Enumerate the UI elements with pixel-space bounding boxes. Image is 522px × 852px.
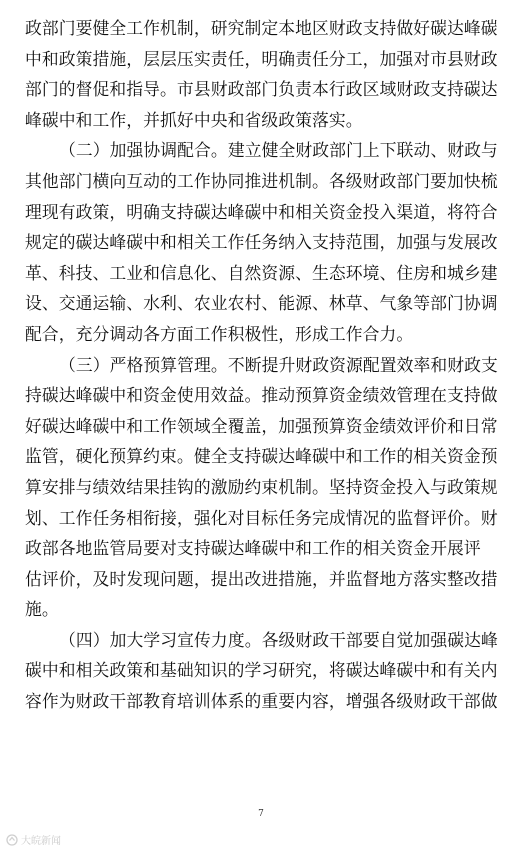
brand-logo-icon bbox=[6, 834, 18, 846]
text-line: 算安排与绩效结果挂钩的激励约束机制。坚持资金投入与政策规 bbox=[25, 476, 498, 497]
text-line: （二）加强协调配合。建立健全财政部门上下联动、财政与 bbox=[59, 140, 498, 161]
text-line: 碳中和相关政策和基础知识的学习研究，将碳达峰碳中和有关内 bbox=[25, 660, 498, 681]
text-line: 施。 bbox=[25, 599, 59, 620]
text-line: 政部各地监管局要对支持碳达峰碳中和工作的相关资金开展评 bbox=[25, 538, 481, 559]
text-line: 估评价，及时发现问题，提出改进措施，并监督地方落实整改措 bbox=[25, 568, 498, 589]
text-line: 革、科技、工业和信息化、自然资源、生态环境、住房和城乡建 bbox=[25, 262, 498, 283]
text-line: 划、工作任务相衔接，强化对目标任务完成情况的监督评价。财 bbox=[25, 507, 498, 528]
text-line: 政部门要健全工作机制，研究制定本地区财政支持做好碳达峰碳 bbox=[25, 18, 498, 38]
page-number: 7 bbox=[258, 809, 264, 819]
text-line: 容作为财政干部教育培训体系的重要内容，增强各级财政干部做 bbox=[25, 691, 498, 712]
text-line: 配合，充分调动各方面工作积极性，形成工作合力。 bbox=[25, 323, 414, 344]
text-line: 理现有政策，明确支持碳达峰碳中和相关资金投入渠道，将符合 bbox=[25, 201, 498, 222]
watermark bbox=[6, 832, 61, 847]
text-line: 监管，硬化预算约束。健全支持碳达峰碳中和工作的相关资金预 bbox=[25, 446, 498, 467]
body-text bbox=[25, 13, 500, 717]
text-line: 持碳达峰碳中和资金使用效益。推动预算资金绩效管理在支持做 bbox=[25, 385, 498, 406]
text-line: （三）严格预算管理。不断提升财政资源配置效率和财政支 bbox=[59, 354, 498, 375]
text-line: 部门的督促和指导。市县财政部门负责本行政区域财政支持碳达 bbox=[25, 79, 498, 100]
text-line: 规定的碳达峰碳中和相关工作任务纳入支持范围，加强与发展改 bbox=[25, 232, 498, 253]
text-line: （四）加大学习宣传力度。各级财政干部要自觉加强碳达峰 bbox=[59, 629, 498, 650]
text-line: 好碳达峰碳中和工作领域全覆盖，加强预算资金绩效评价和日常 bbox=[25, 415, 498, 436]
watermark-text: 大皖新闻 bbox=[21, 836, 61, 847]
text-line: 峰碳中和工作，并抓好中央和省级政策落实。 bbox=[25, 109, 363, 130]
text-line: 其他部门横向互动的工作协同推进机制。各级财政部门要加快梳 bbox=[25, 170, 498, 191]
text-line: 中和政策措施，层层压实责任，明确责任分工，加强对市县财政 bbox=[25, 48, 498, 69]
text-line: 设、交通运输、水利、农业农村、能源、林草、气象等部门协调 bbox=[25, 293, 498, 314]
